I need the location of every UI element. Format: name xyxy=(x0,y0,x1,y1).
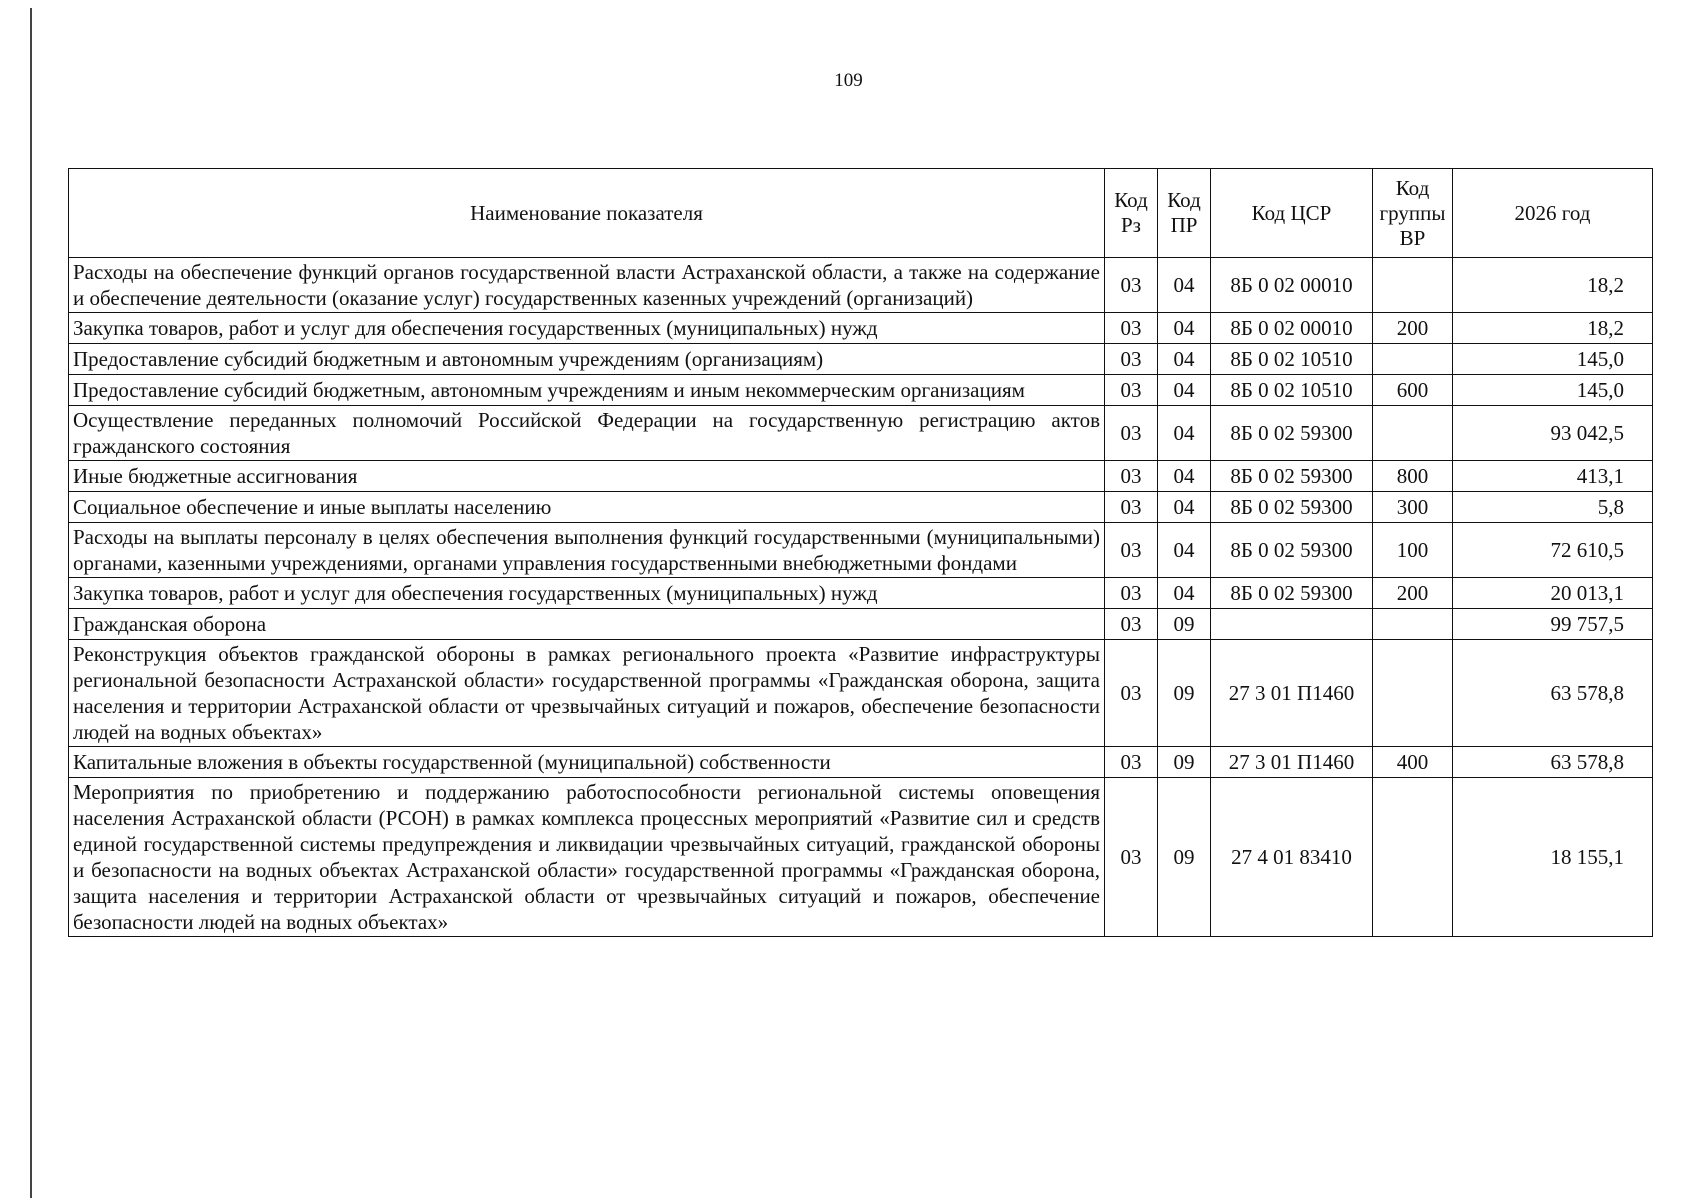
row-name: Социальное обеспечение и иные выплаты населению xyxy=(69,492,1105,523)
table-row xyxy=(69,578,1653,609)
row-pr: 09 xyxy=(1158,609,1211,640)
row-value: 413,1 xyxy=(1453,461,1653,492)
row-value: 18,2 xyxy=(1453,313,1653,344)
row-rz: 03 xyxy=(1105,778,1158,937)
row-csr xyxy=(1211,609,1373,640)
row-vr: 600 xyxy=(1373,375,1453,406)
row-csr: 27 3 01 П1460 xyxy=(1211,747,1373,778)
row-vr xyxy=(1373,406,1453,461)
row-vr: 800 xyxy=(1373,461,1453,492)
row-name: Реконструкция объектов гражданской обороны в рамках регионального проекта «Развитие инфраструктуры региональной безопасности Астраханской области» государственной программы «Гражданская оборона, защита населения и территории Астраханской области от чрезвычайных ситуаций и пожаров, обеспечение безопасности людей на водных объектах» xyxy=(69,640,1105,747)
table-row xyxy=(69,778,1653,937)
row-value: 93 042,5 xyxy=(1453,406,1653,461)
row-csr: 8Б 0 02 10510 xyxy=(1211,375,1373,406)
row-csr: 8Б 0 02 59300 xyxy=(1211,492,1373,523)
row-pr: 04 xyxy=(1158,375,1211,406)
row-name: Расходы на обеспечение функций органов государственной власти Астраханской области, а также на содержание и обеспечение деятельности (оказание услуг) государственных казенных учреждений (организаций) xyxy=(69,258,1105,313)
row-rz: 03 xyxy=(1105,406,1158,461)
row-csr: 8Б 0 02 10510 xyxy=(1211,344,1373,375)
row-rz: 03 xyxy=(1105,258,1158,313)
row-value: 18 155,1 xyxy=(1453,778,1653,937)
row-name: Осуществление переданных полномочий Российской Федерации на государственную регистрацию актов гражданского состояния xyxy=(69,406,1105,461)
table-row xyxy=(69,344,1653,375)
row-vr xyxy=(1373,640,1453,747)
table-row xyxy=(69,375,1653,406)
row-value: 145,0 xyxy=(1453,375,1653,406)
table-row xyxy=(69,523,1653,578)
row-pr: 04 xyxy=(1158,258,1211,313)
row-value: 63 578,8 xyxy=(1453,747,1653,778)
row-csr: 8Б 0 02 59300 xyxy=(1211,461,1373,492)
header-pr: Код ПР xyxy=(1158,169,1211,258)
row-value: 5,8 xyxy=(1453,492,1653,523)
row-vr xyxy=(1373,609,1453,640)
row-rz: 03 xyxy=(1105,313,1158,344)
header-rz: Код Рз xyxy=(1105,169,1158,258)
row-name: Закупка товаров, работ и услуг для обеспечения государственных (муниципальных) нужд xyxy=(69,313,1105,344)
row-value: 145,0 xyxy=(1453,344,1653,375)
table-row xyxy=(69,258,1653,313)
row-csr: 8Б 0 02 59300 xyxy=(1211,406,1373,461)
row-pr: 04 xyxy=(1158,313,1211,344)
row-name: Капитальные вложения в объекты государственной (муниципальной) собственности xyxy=(69,747,1105,778)
table-header-row xyxy=(69,169,1653,258)
header-name: Наименование показателя xyxy=(69,169,1105,258)
row-rz: 03 xyxy=(1105,640,1158,747)
row-pr: 09 xyxy=(1158,778,1211,937)
row-pr: 09 xyxy=(1158,747,1211,778)
row-rz: 03 xyxy=(1105,492,1158,523)
row-pr: 04 xyxy=(1158,461,1211,492)
budget-table xyxy=(68,168,1653,937)
row-pr: 04 xyxy=(1158,492,1211,523)
row-pr: 09 xyxy=(1158,640,1211,747)
row-rz: 03 xyxy=(1105,747,1158,778)
table-row xyxy=(69,609,1653,640)
row-rz: 03 xyxy=(1105,375,1158,406)
row-csr: 8Б 0 02 00010 xyxy=(1211,313,1373,344)
table-row xyxy=(69,461,1653,492)
page-number: 109 xyxy=(834,70,863,91)
row-csr: 8Б 0 02 00010 xyxy=(1211,258,1373,313)
row-vr: 100 xyxy=(1373,523,1453,578)
row-value: 99 757,5 xyxy=(1453,609,1653,640)
row-csr: 27 4 01 83410 xyxy=(1211,778,1373,937)
row-pr: 04 xyxy=(1158,523,1211,578)
row-csr: 8Б 0 02 59300 xyxy=(1211,523,1373,578)
row-rz: 03 xyxy=(1105,523,1158,578)
row-vr: 200 xyxy=(1373,578,1453,609)
row-csr: 8Б 0 02 59300 xyxy=(1211,578,1373,609)
row-vr: 400 xyxy=(1373,747,1453,778)
row-name: Мероприятия по приобретению и поддержанию работоспособности региональной системы оповещения населения Астраханской области (РСОН) в рамках комплекса процессных мероприятий «Развитие сил и средств единой государственной системы предупреждения и ликвидации чрезвычайных ситуаций, гражданской обороны и безопасности на водных объектах Астраханской области» государственной программы «Гражданская оборона, защита населения и территории Астраханской области от чрезвычайных ситуаций и пожаров, обеспечение безопасности людей на водных объектах» xyxy=(69,778,1105,937)
row-vr xyxy=(1373,778,1453,937)
row-value: 20 013,1 xyxy=(1453,578,1653,609)
row-name: Предоставление субсидий бюджетным, автономным учреждениям и иным некоммерческим организациям xyxy=(69,375,1105,406)
binding-margin-line xyxy=(30,8,32,1198)
table-row xyxy=(69,406,1653,461)
row-vr xyxy=(1373,344,1453,375)
row-vr xyxy=(1373,258,1453,313)
row-name: Иные бюджетные ассигнования xyxy=(69,461,1105,492)
header-vr: Код группы ВР xyxy=(1373,169,1453,258)
table-row xyxy=(69,313,1653,344)
table-row xyxy=(69,747,1653,778)
row-name: Закупка товаров, работ и услуг для обеспечения государственных (муниципальных) нужд xyxy=(69,578,1105,609)
row-value: 63 578,8 xyxy=(1453,640,1653,747)
row-rz: 03 xyxy=(1105,461,1158,492)
row-name: Расходы на выплаты персоналу в целях обеспечения выполнения функций государственными (муниципальными) органами, казенными учреждениями, органами управления государственными внебюджетными фондами xyxy=(69,523,1105,578)
row-pr: 04 xyxy=(1158,344,1211,375)
row-value: 72 610,5 xyxy=(1453,523,1653,578)
row-rz: 03 xyxy=(1105,609,1158,640)
table-row xyxy=(69,492,1653,523)
header-csr: Код ЦСР xyxy=(1211,169,1373,258)
row-vr: 200 xyxy=(1373,313,1453,344)
row-name: Предоставление субсидий бюджетным и автономным учреждениям (организациям) xyxy=(69,344,1105,375)
table-row xyxy=(69,640,1653,747)
row-pr: 04 xyxy=(1158,406,1211,461)
row-value: 18,2 xyxy=(1453,258,1653,313)
header-year: 2026 год xyxy=(1453,169,1653,258)
row-rz: 03 xyxy=(1105,578,1158,609)
row-pr: 04 xyxy=(1158,578,1211,609)
row-name: Гражданская оборона xyxy=(69,609,1105,640)
row-vr: 300 xyxy=(1373,492,1453,523)
row-csr: 27 3 01 П1460 xyxy=(1211,640,1373,747)
row-rz: 03 xyxy=(1105,344,1158,375)
